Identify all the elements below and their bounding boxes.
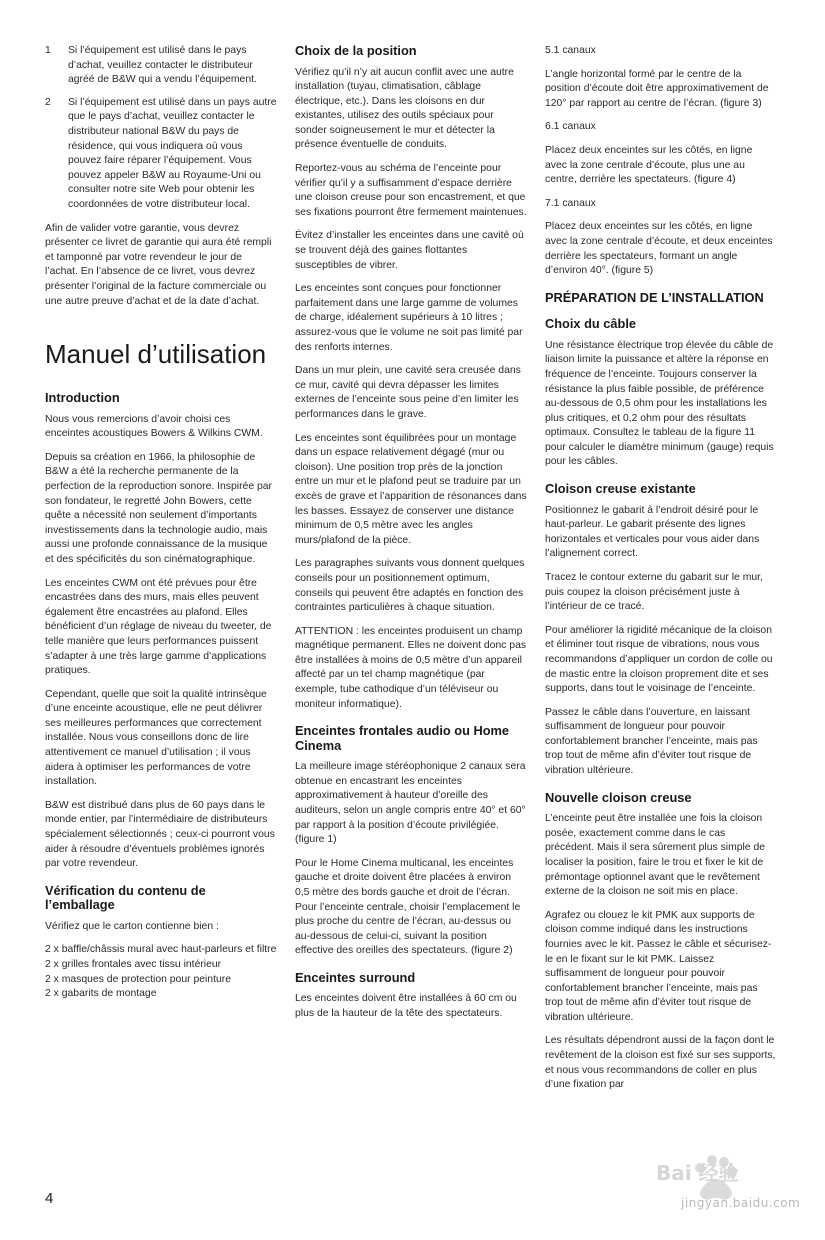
manual-title: Manuel d’utilisation [45,339,267,370]
intro-paragraph: Les enceintes CWM ont été prévues pour être encastrées dans des murs, mais elles peuvent également être encastrées au plafond. Elles bénéficient d’un réglage de niveau du tweeter, de telle manière que leurs performances puissent s’adapter à une très large gamme d’applications pratiques. [45,577,272,677]
contents-heading: Vérification du contenu de l’emballage [45,882,206,913]
config-label: 5.1 canaux [545,45,596,56]
contents-list [45,943,277,1001]
cable-paragraph: Une résistance électrique trop élevée du câble de liaison limite la puissance et altère la réponse en fréquence de l’enceinte. Toujours conserver la résistance la plus faible possible, de préférence au-dessous de 0,5 ohm pour les installations les plus critiques, et 0,2 ohm pour des résultats optimaux. Consultez le tableau de la figure 11 pour calculer le diamètre minimum (gauge) requis pour les câbles. [545,339,774,468]
contents-item: 2 x grilles frontales avec tissu intérieur [45,959,222,970]
list-item-number: 1 [45,45,51,56]
warranty-paragraph: Afin de valider votre garantie, vous devrez présenter ce livret de garantie qui aura été rempli et tamponné par votre revendeur le jour de l’achat. En l’absence de ce livret, vous devrez présenter l’original de la facture commerciale ou une autre preuve d’achat et de la date d’achat. [45,222,272,307]
contents-item: 2 x masques de protection pour peinture [45,973,231,985]
installation-prep-heading: PRÉPARATION DE L’INSTALLATION [545,289,764,305]
config-text: Placez deux enceintes sur les côtés, en ligne avec la zone centrale d’écoute, plus une au centre, derrière les spectateurs. (figure 4) [545,144,753,186]
intro-paragraph: Nous vous remercions d’avoir choisi ces enceintes acoustiques Bowers & Wilkins CWM. [45,413,263,440]
config-label: 6.1 canaux [545,121,596,133]
surround-heading: Enceintes surround [295,969,416,985]
existing-wall-paragraph: Passez le câble dans l’ouverture, en laissant suffisamment de longueur pour pouvoir confortablement brancher l’enceinte, mais pas trop tout de même afin d’éviter tout risque de vibration ultérieure. [545,706,758,777]
front-speakers-heading: Enceintes frontales audio ou Home Cinema [295,723,510,753]
position-paragraph: Les enceintes sont conçues pour fonctionner parfaitement dans une large gamme de volumes de charge, idéalement supérieurs à 10 litres ; assurez-vous que le volume ne soit pas limité par des renforts internes. [295,283,523,353]
config-label: 7.1 canaux [545,197,596,209]
existing-wall-heading: Cloison creuse existante [545,481,696,497]
intro-paragraph: Cependant, quelle que soit la qualité intrinsèque d’une enceinte acoustique, elle ne peut délivrer ses meilleures performances que correctement installée. Nous vous conseillons donc de lire attentivement ce manuel d’utilisation ; il vous aidera à optimiser les performances de votre installation. [45,688,267,788]
position-paragraph: Reportez-vous au schéma de l’enceinte pour vérifier qu’il y a suffisamment d’espace derrière une cloison creuse pour son encastrement, et que ses fixations pourront être fermement maintenues. [295,163,527,218]
new-wall-paragraph: Agrafez ou clouez le kit PMK aux supports de cloison comme indiqué dans les instructions fournies avec le kit. Passez le câble et sécurisez-le en le fixant sur le kit PMK. Laissez suffisamment de longueur pour pouvoir confortablement brancher l’enceinte, mais pas trop tout de même afin d’éviter tout risque de vibration ultérieure. [545,909,772,1023]
column-3 [545,44,777,1102]
config-text: Placez deux enceintes sur les côtés, en ligne avec la zone centrale d’écoute, et deux enceintes derrière les spectateurs, formant un angle d’environ 40°. (figure 5) [545,221,773,277]
config-text: L’angle horizontal formé par le centre de la position d’écoute doit être approximativement de 120° par rapport au centre de l’écran. (figure 3) [545,68,769,109]
front-speakers-paragraph: La meilleure image stéréophonique 2 canaux sera obtenue en encastrant les enceintes approximativement à hauteur d’oreille des auditeurs, selon un angle compris entre 40° et 60° par rapport à la position d’écoute privilégiée. (figure 1) [295,761,526,846]
watermark-url: jingyan.baidu.com [681,1196,801,1210]
cable-heading: Choix du câble [545,316,637,332]
position-paragraph: Vérifiez qu’il n’y ait aucun conflit avec une autre installation (tuyau, climatisation, câblage électrique, etc.). Dans les cloisons en dur existantes, utilisez des outils spéciaux pour sonder soigneusement le mur et détecter la présence éventuelle de conduits. [295,66,514,151]
contents-intro: Vérifiez que le carton contienne bien : [45,920,219,932]
position-paragraph: Les paragraphes suivants vous donnent quelques conseils pour un positionnement optimum, conseils qui peuvent être adaptés en fonction des contraintes particulières à chaque situation. [295,558,525,614]
position-paragraph: Dans un mur plein, une cavité sera creusée dans ce mur, cavité qui devra dépasser les limites externes de l’enceinte sous peine d’en limiter les performances dans le grave. [295,365,521,420]
watermark-logo-text: Bai 经验 [656,1161,739,1185]
list-item-text: Si l’équipement est utilisé dans un pays autre que le pays d’achat, veuillez contacter le distributeur national B&W du pays de résidence, qui vous indiquera où vous pouvez faire réparer l’équipement. Vous pouvez appeler B&W au Royaume-Uni ou consulter notre site Web pour obtenir les coordonnées de votre distributeur local. [68,96,277,210]
list-item-text: Si l’équipement est utilisé dans le pays d’achat, veuillez contacter le distributeur agréé de B&W qui a vendu l’équipement. [68,45,257,86]
warranty-steps-list [45,44,277,213]
position-paragraph: Évitez d’installer les enceintes dans une cavité où se trouvent déjà des gaines flottantes susceptibles de vibrer. [295,230,524,271]
intro-heading: Introduction [45,390,120,406]
front-speakers-paragraph: Pour le Home Cinema multicanal, les enceintes gauche et droite doivent être placées à environ 0,5 mètre des bords gauche et droit de l’écran. Pour l’enceinte centrale, choisir l’emplacement le plus proche du centre de l’écran, au-dessus ou au-dessous de celui-ci, suivant la position effective des oreilles des spectateurs. (figure 2) [295,857,521,957]
position-paragraph: ATTENTION : les enceintes produisent un champ magnétique permanent. Elles ne doivent donc pas être installées à moins de 0,5 mètre d’un appareil affecté par un tel champ magnétique (par exemple, tube cathodique d’un téléviseur ou moniteur informatique). [295,625,527,710]
intro-paragraph: Depuis sa création en 1966, la philosophie de B&W a été la recherche permanente de la perfection de la reproduction sonore. Inspirée par son fondateur, le regretté John Bowers, cette quête a nécessité non seulement d’importants investissements dans la technologie audio, mais aussi une profonde connaissance de la musique et des spécificités du son cinématographique. [45,451,273,565]
contents-item: 2 x baffle/châssis mural avec haut-parleurs et filtre [45,944,277,956]
new-wall-paragraph: L’enceinte peut être installée une fois la cloison posée, exactement comme dans le cas précédent. Mais il sera sûrement plus simple de localiser la position, faire le trou et fixer le kit de prémontage optionnel avant que le revêtement externe de la cloison ne soit mis en place. [545,813,766,898]
column-2 [295,44,527,1031]
existing-wall-paragraph: Pour améliorer la rigidité mécanique de la cloison et éliminer tout risque de vibrations, nous vous recommandons d’appliquer un cordon de colle ou de mastic entre la cloison proprement dite et ses supports, dans tout le voisinage de l’enceinte. [545,624,773,695]
surround-paragraph: Les enceintes doivent être installées à 60 cm ou plus de la hauteur de la tête des spectateurs. [295,993,517,1020]
new-wall-heading: Nouvelle cloison creuse [545,789,692,805]
existing-wall-paragraph: Tracez le contour externe du gabarit sur le mur, puis coupez la cloison précisément juste à l’intérieur de ce tracé. [545,571,763,613]
list-item [45,44,277,88]
existing-wall-paragraph: Positionnez le gabarit à l’endroit désiré pour le haut-parleur. Le gabarit présente des lignes horizontales et verticales pour vous aider dans l’alignement correct. [545,504,760,560]
new-wall-paragraph: Les résultats dépendront aussi de la façon dont le revêtement de la cloison est fixé sur ses supports, et nous vous recommandons de coller en plus d’une fixation par [545,1035,776,1091]
position-heading: Choix de la position [295,43,417,58]
position-paragraph: Les enceintes sont équilibrées pour un montage dans un espace relativement dégagé (mur ou cloison). Une position trop près de la jonction entre un mur et le plafond peut se traduire par un excès de grave et l’apparition de résonances dans les basses. Essayez de conserver une distance minimum de 0,5 mètre avec les angles murs/plafond de la pièce. [295,432,527,546]
list-item [45,96,277,213]
list-item-number: 2 [45,96,51,108]
column-1 [45,44,277,1002]
intro-paragraph: B&W est distribué dans plus de 60 pays dans le monde entier, par l’intermédiaire de distributeurs spécialement sélectionnés ; ceux-ci pourront vous aider à résoudre d’éventuels problèmes ignorés par votre revendeur. [45,799,275,870]
page-number: 4 [45,1190,54,1207]
contents-item: 2 x gabarits de montage [45,988,157,1000]
